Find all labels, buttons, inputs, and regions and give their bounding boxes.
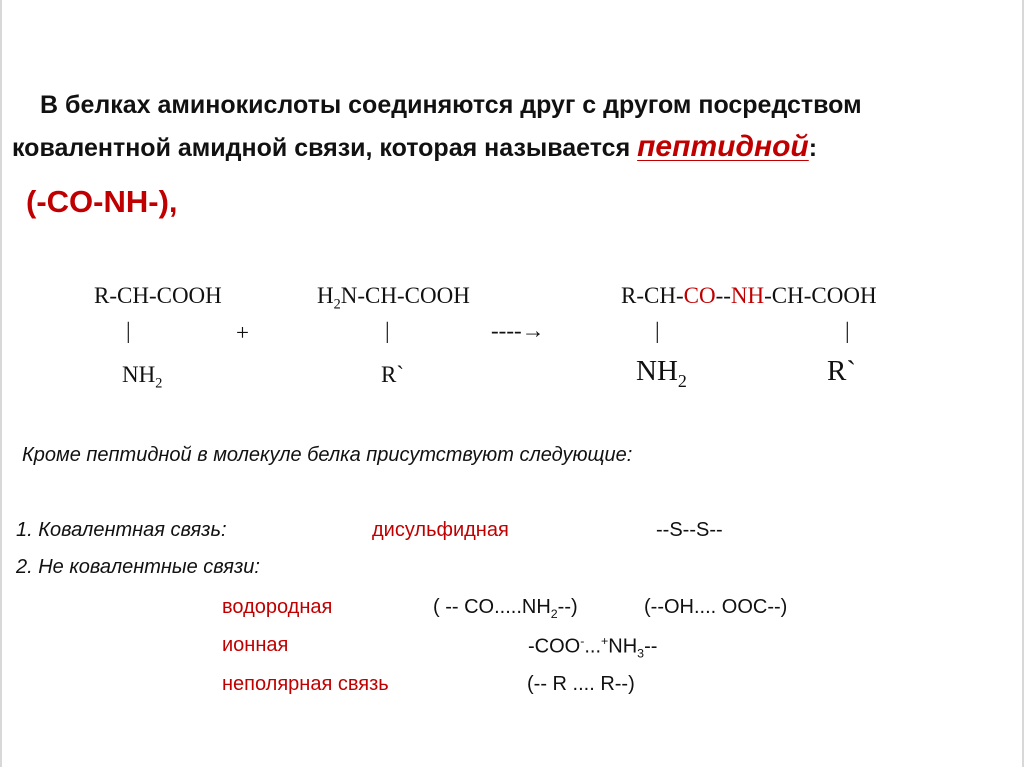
hydrogen-f1: ( -- CO.....NH: [433, 596, 551, 618]
intro-line-2-text: ковалентной амидной связи, которая называется: [12, 134, 638, 162]
product: [621, 283, 877, 309]
product-co: CO: [683, 283, 716, 308]
nonpolar-name: неполярная связь: [222, 673, 389, 695]
product-dash: --: [715, 283, 731, 308]
peptide-group-formula: (-CO-NH-),: [26, 184, 178, 219]
ionic-dots: ...: [584, 635, 602, 658]
hydrogen-name: водородная: [222, 596, 333, 618]
intro-line-2: [12, 128, 817, 167]
product-amino: [636, 355, 687, 392]
reactant-2-h-index: 2: [333, 296, 341, 313]
disulfide-formula: --S--S--: [656, 519, 723, 541]
bond-bar-3: |: [655, 318, 660, 343]
product-left: R-CH-: [621, 283, 684, 308]
nonpolar-formula: (-- R .... R--): [527, 673, 635, 695]
reactant-2-radical: R`: [381, 362, 404, 387]
plus-sign: +: [236, 320, 249, 345]
ionic-end: --: [644, 635, 658, 658]
ionic-nh-index: 3: [637, 646, 645, 661]
reactant-1-nh-index: 2: [155, 375, 163, 392]
reactant-1-nh: NH: [122, 362, 156, 387]
ionic-coo: -COO: [528, 635, 581, 658]
bond-bar-1: |: [126, 318, 131, 343]
besides-text: Кроме пептидной в молекуле белка присутствуют следующие:: [22, 444, 633, 466]
product-radical: R`: [827, 355, 856, 387]
product-nh2: NH: [636, 355, 678, 387]
hydrogen-formula-2: (--OH.... OOC--): [644, 596, 788, 618]
disulfide-name: дисульфидная: [372, 519, 509, 541]
noncovalent-label: 2. Не ковалентные связи:: [16, 556, 260, 578]
ionic-name: ионная: [222, 634, 289, 656]
reaction-arrow: ----→: [491, 318, 545, 343]
bond-bar-4: |: [845, 318, 850, 343]
product-nh2-index: 2: [677, 370, 687, 391]
ionic-plus: +: [601, 634, 609, 648]
peptide-word: пептидной: [637, 130, 809, 163]
product-right: -CH-COOH: [764, 283, 877, 308]
hydrogen-f1-index: 2: [550, 607, 558, 621]
reactant-1: R-CH-COOH: [94, 283, 222, 308]
ionic-formula: [528, 634, 657, 661]
reactant-2-h: H: [317, 283, 334, 308]
covalent-label: 1. Ковалентная связь:: [16, 519, 227, 541]
intro-colon: :: [808, 134, 818, 162]
intro-line-1: В белках аминокислоты соединяются друг с другом посредством: [40, 91, 862, 119]
ionic-nh: NH: [608, 635, 638, 658]
reactant-2: [317, 283, 470, 314]
ionic-minus: -: [580, 634, 585, 648]
product-nh: NH: [730, 283, 765, 308]
bond-bar-2: |: [385, 318, 390, 343]
reactant-1-amino: [122, 362, 162, 393]
hydrogen-f1-end: --): [557, 596, 578, 618]
hydrogen-formula-1: [433, 596, 578, 621]
reactant-2-rest: N-CH-COOH: [340, 283, 470, 308]
